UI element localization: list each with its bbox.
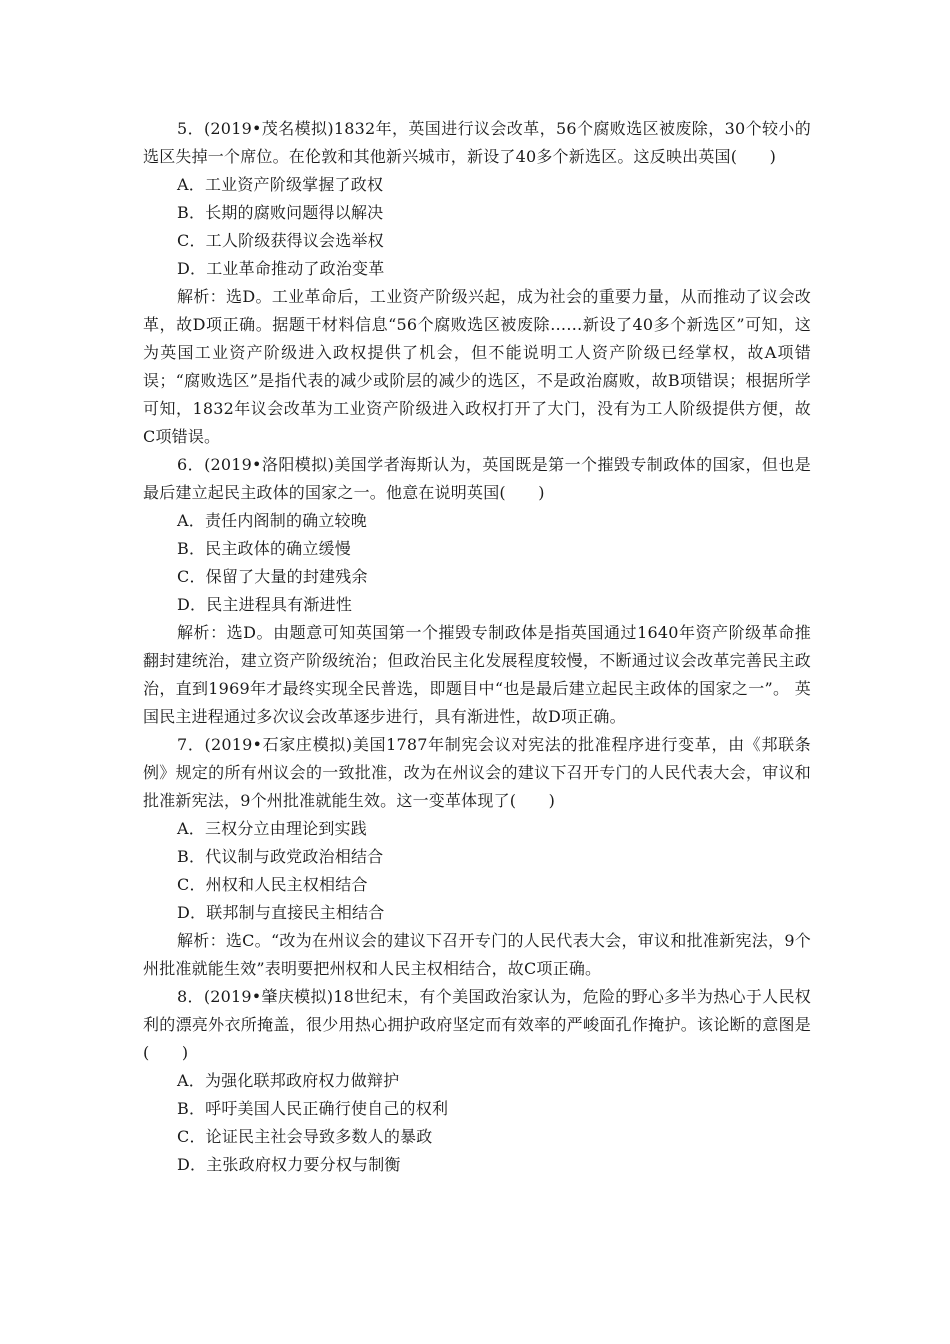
question-stem: 5．(2019•茂名模拟)1832年，英国进行议会改革，56个腐败选区被废除，30个较小的选区失掉一个席位。在伦敦和其他新兴城市，新设了40多个新选区。这反映出英国( ) — [143, 119, 811, 166]
option-c: C．州权和人民主权相结合 — [177, 875, 368, 894]
option-d: D．联邦制与直接民主相结合 — [177, 903, 385, 922]
question-5 — [143, 115, 811, 451]
option-d: D．民主进程具有渐进性 — [177, 595, 353, 614]
option-c: C．工人阶级获得议会选举权 — [177, 231, 384, 250]
option-d: D．工业革命推动了政治变革 — [177, 259, 385, 278]
question-8 — [143, 983, 811, 1179]
document-page — [143, 115, 811, 1179]
option-a: A．为强化联邦政府权力做辩护 — [177, 1071, 400, 1090]
option-a: A．工业资产阶级掌握了政权 — [177, 175, 384, 194]
option-d: D．主张政府权力要分权与制衡 — [177, 1155, 401, 1174]
question-stem: 7．(2019•石家庄模拟)美国1787年制宪会议对宪法的批准程序进行变革，由《邦联条例》规定的所有州议会的一致批准，改为在州议会的建议下召开专门的人民代表大会，审议和批准新宪法，9个州批准就能生效。这一变革体现了( ) — [143, 735, 811, 810]
question-stem: 8．(2019•肇庆模拟)18世纪末，有个美国政治家认为，危险的野心多半为热心于人民权利的漂亮外衣所掩盖，很少用热心拥护政府坚定而有效率的严峻面孔作掩护。该论断的意图是( ) — [143, 987, 811, 1062]
option-a: A．责任内阁制的确立较晚 — [177, 511, 367, 530]
analysis-text: 解析：选D。工业革命后，工业资产阶级兴起，成为社会的重要力量，从而推动了议会改革，故D项正确。据题干材料信息“56个腐败选区被废除……新设了40多个新选区”可知，这为英国工业资产阶级进入政权提供了机会，但不能说明工人资产阶级已经掌权，故A项错误；“腐败选区”是指代表的减少或阶层的减少的选区，不是政治腐败，故B项错误；根据所学可知，1832年议会改革为工业资产阶级进入政权打开了大门，没有为工人阶级提供方便，故C项错误。 — [143, 287, 811, 446]
question-stem: 6．(2019•洛阳模拟)美国学者海斯认为，英国既是第一个摧毁专制政体的国家，但也是最后建立起民主政体的国家之一。他意在说明英国( ) — [143, 455, 811, 502]
option-c: C．论证民主社会导致多数人的暴政 — [177, 1127, 433, 1146]
question-7 — [143, 731, 811, 983]
option-b: B．民主政体的确立缓慢 — [177, 539, 351, 558]
option-b: B．代议制与政党政治相结合 — [177, 847, 384, 866]
question-6 — [143, 451, 811, 731]
analysis-text: 解析：选C。“改为在州议会的建议下召开专门的人民代表大会，审议和批准新宪法，9个州批准就能生效”表明要把州权和人民主权相结合，故C项正确。 — [143, 931, 811, 978]
option-a: A．三权分立由理论到实践 — [177, 819, 367, 838]
option-b: B．长期的腐败问题得以解决 — [177, 203, 384, 222]
option-b: B．呼吁美国人民正确行使自己的权利 — [177, 1099, 449, 1118]
option-c: C．保留了大量的封建残余 — [177, 567, 368, 586]
analysis-text: 解析：选D。由题意可知英国第一个摧毁专制政体是指英国通过1640年资产阶级革命推翻封建统治，建立资产阶级统治；但政治民主化发展程度较慢，不断通过议会改革完善民主政治，直到1969年才最终实现全民普选，即题目中“也是最后建立起民主政体的国家之一”。 英国民主进程通过多次议会改革逐步进行，具有渐进性，故D项正确。 — [143, 623, 811, 726]
